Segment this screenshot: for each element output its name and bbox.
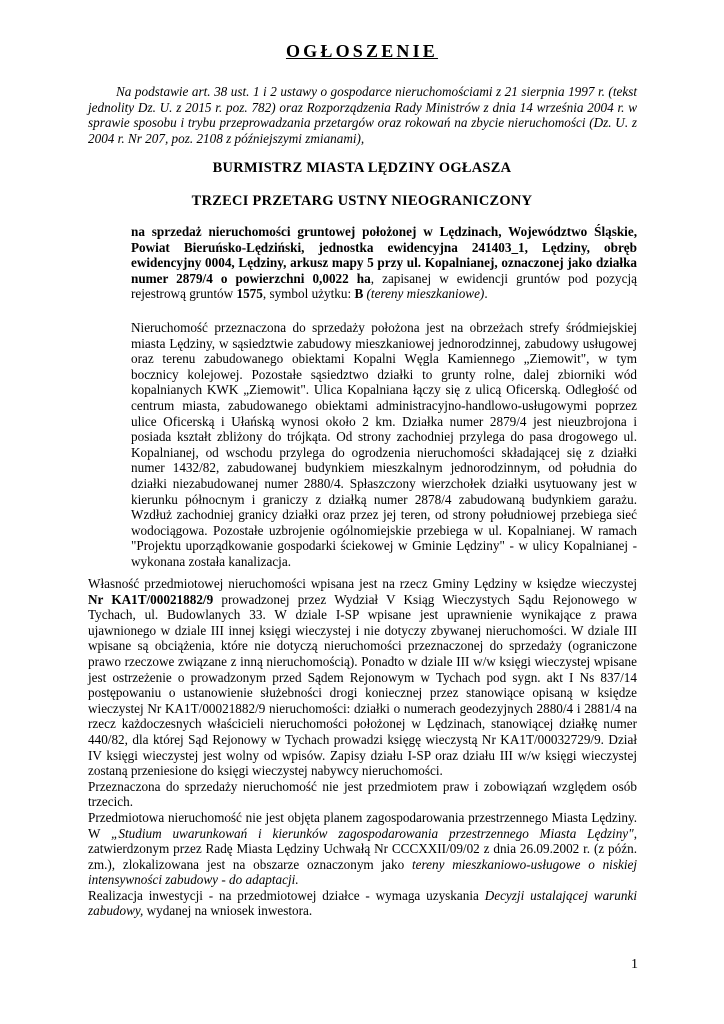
plan-text2: , zatwierdzonym przez Radę Miasta Lędziny Uchwałą Nr CCCXXII/09/02 z dnia 26.09.2002 r. (z późn. zm.), zlokalizowana jest na obszarze oznaczonym jako (88, 825, 637, 872)
studium-title: „Studium uwarunkowań i kierunków zagospodarowania przestrzennego Miasta Lędziny" (111, 825, 634, 841)
page-title: OGŁOSZENIE (285, 41, 439, 61)
ownership-text1: Własność przedmiotowej nieruchomości wpisana jest na rzecz Gminy Lędziny w księdze wieczystej (88, 576, 637, 591)
building-decision: Decyzji ustalającej warunki zabudowy, (88, 887, 637, 919)
property-lead-bold: na sprzedaż nieruchomości gruntowej położonej w Lędzinach, Województwo Śląskie, Powiat Bieruńsko-Lędziński, jednostka ewidencyjna 241403_1, Lędziny, obręb ewidencyjny 0004, Lędziny, arkusz mapy 5 przy ul. Kopalnianej, oznaczonej jako działka numer 2879/4 o powierzchni 0,0022 ha (131, 224, 637, 286)
announcer-heading: BURMISTRZ MIASTA LĘDZINY OGŁASZA (212, 160, 512, 176)
free-of-burdens-paragraph: Przeznaczona do sprzedaży nieruchomość nie jest przedmiotem praw i zobowiązań względem osób trzecich. (88, 778, 637, 810)
zoning-plan-paragraph (88, 810, 637, 888)
investment-text1: Realizacja inwestycji - na przedmiotowej działce - wymaga uzyskania (88, 887, 485, 903)
property-description-paragraph: Nieruchomość przeznaczona do sprzedaży położona jest na obrzeżach strefy śródmiejskiej miasta Lędziny, w sąsiedztwie zabudowy mieszkaniowej jednorodzinnej, zabudowy usługowej oraz terenu zabudowanego obiektami Kopalni Węgla Kamiennego „Ziemowit", w tym bocznicy kolejowej. Pozostałe sąsiedztwo działki to grunty rolne, dalej zbiorniki wód kopalnianych KWK „Ziemowit". Ulica Kopalniana łączy się z ulicą Oficerską. Odległość od centrum miasta, zabudowanego obiektami administracyjno-handlowo-usługowymi poprzez ulice Oficerską i Ułańską wynosi około 2 km. Działka numer 2879/4 jest nieuzbrojona i posiada kształt zbliżony do trójkąta. Od strony zachodniej przylega do pasa drogowego ul. Kopalnianej, od wschodu przylega do ogrodzenia nieruchomości składającej się z działki numer 1432/82, zabudowanej budynkiem mieszkalnym jednorodzinnym, od południa do działki niezabudowanej numer 2880/4. Spłaszczony wierzchołek działki usytuowany jest w kierunku północnym i graniczy z działką numer 2878/4 zabudowaną budynkiem garażu. Wzdłuż zachodniej granicy działki oraz przez jej teren, od strony południowej przebiega sieć wodociągowa. Pozostałe uzbrojenie ogólnomiejskie przebiega w ul. Kopalnianej. W ramach "Projektu uporządkowanie gospodarki ściekowej w Gminie Lędziny" - w ulicy Kopalnianej - wykonana została kanalizacja. (131, 320, 637, 569)
ownership-paragraph (88, 576, 637, 779)
page-number: 1 (631, 957, 638, 972)
land-register-number: Nr KA1T/00021882/9 (88, 591, 214, 607)
property-lead-text2: , symbol użytku: (262, 286, 355, 302)
tender-type-heading: TRZECI PRZETARG USTNY NIEOGRANICZONY (191, 193, 533, 209)
investment-text2: wydanej na wniosek inwestora. (143, 903, 313, 919)
investment-paragraph (88, 888, 637, 919)
main-body (88, 576, 637, 919)
plan-text1: Przedmiotowa nieruchomość nie jest objęta planem zagospodarowania przestrzennego Miasta Lędziny. W (88, 809, 637, 841)
property-lead-end: . (484, 286, 488, 302)
use-symbol-description: (tereny mieszkaniowe) (363, 286, 485, 302)
property-lead-paragraph (131, 224, 637, 302)
use-symbol: B (354, 286, 364, 302)
legal-basis-paragraph: Na podstawie art. 38 ust. 1 i 2 ustawy o gospodarce nieruchomościami z 21 sierpnia 1997 r. (tekst jednolity Dz. U. z 2015 r. poz. 782) oraz Rozporządzenia Rady Ministrów z dnia 14 września 2004 r. w sprawie sposobu i trybu przeprowadzania przetargów oraz rokowań na zbycie nieruchomości (Dz. U. z 2004 r. Nr 207, poz. 2108 z późniejszymi zmianami), (88, 84, 637, 146)
register-number: 1575 (236, 286, 263, 302)
zoning-area-designation: tereny mieszkaniowo-usługowe o niskiej intensywności zabudowy - do adaptacji. (88, 856, 637, 888)
ownership-text2: prowadzonej przez Wydział V Ksiąg Wieczystych Sądu Rejonowego w Tychach, ul. Budowlanych 33. W dziale I-SP wpisane jest uprawnienie wynikające z prawa ujawnionego w dziale III innej księgi wieczystej i nie dotyczy zbywanej nieruchomości. W dziale III wpisane są obciążenia, które nie dotyczą nieruchomości przeznaczonej do sprzedaży (ograniczone prawo rzeczowe związane z inną nieruchomością). Ponadto w dziale III w/w księgi wieczystej wpisane jest ostrzeżenie o prowadzonym przed Sądem Rejonowym w Tychach pod sygn. akt I Ns 837/14 postępowaniu o ustanowienie służebności drogi koniecznej przez stanowiące opisaną w księdze wieczystej Nr KA1T/00021882/9 nieruchomości: działki o numerach geodezyjnych 2880/4 i 2881/4 na rzecz każdoczesnych właścicieli nieruchomości położonej w Lędzinach, stanowiącej działkę numer 440/82, dla której Sąd Rejonowy w Tychach prowadzi księgę wieczystą Nr KA1T/00032729/9. Dział IV księgi wieczystej jest wolny od wpisów. Zapisy działu I-SP oraz działu III w/w księgi wieczystej zostaną przeniesione do księgi wieczystej nabywcy nieruchomości. (88, 591, 637, 779)
property-lead-text1: , zapisanej w ewidencji gruntów pod pozycją rejestrową gruntów (131, 270, 638, 302)
